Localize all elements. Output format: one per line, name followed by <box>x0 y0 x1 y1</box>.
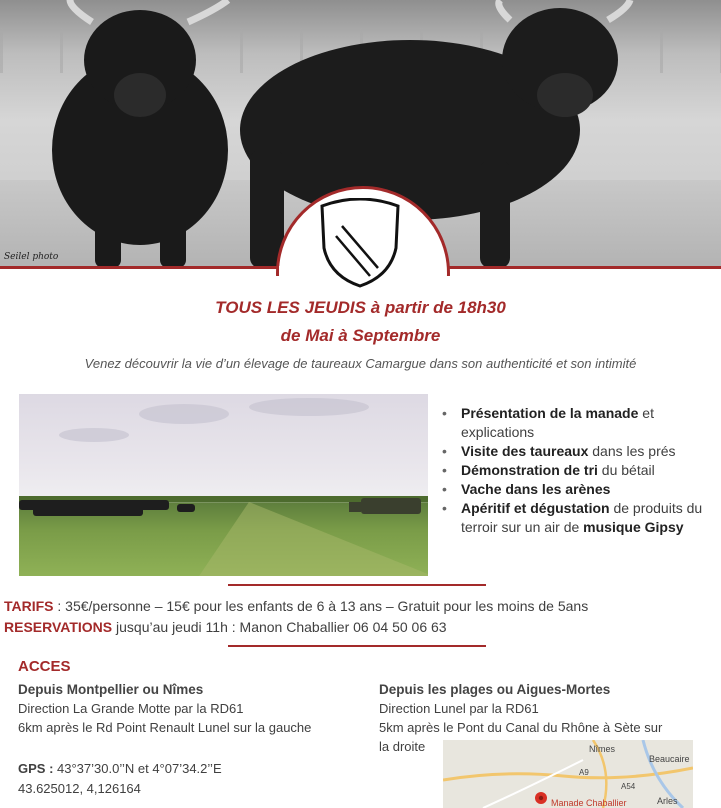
acces-montpellier <box>18 680 368 737</box>
shield-icon <box>318 198 402 288</box>
acces-left-heading: Depuis Montpellier ou Nîmes <box>18 682 204 697</box>
acces-right-heading: Depuis les plages ou Aigues-Mortes <box>379 682 611 697</box>
list-item: • Présentation de la manade et explications <box>442 404 714 442</box>
acces-right-line2: 5km après le Pont du Canal du Rhône à Sète sur <box>379 720 663 735</box>
map-label-road1: A9 <box>579 768 589 777</box>
headline-schedule: TOUS LES JEUDIS à partir de 18h30 <box>215 298 506 317</box>
divider-bottom <box>228 645 486 647</box>
activities-list <box>442 404 714 537</box>
intro-text: Venez découvrir la vie d’un élevage de taureaux Camargue dans son authenticité et son intimité <box>84 356 637 371</box>
acces-right-line3: la droite <box>379 739 426 754</box>
headline-season: de Mai à Septembre <box>280 326 441 345</box>
list-item: • Vache dans les arènes <box>442 480 714 499</box>
tarifs-line: TARIFS : 35€/personne – 15€ pour les enfants de 6 à 13 ans – Gratuit pour les moins de 5ans <box>4 598 589 614</box>
list-item: • Visite des taureaux dans les prés <box>442 442 714 461</box>
divider-top <box>228 584 486 586</box>
map-label-arles: Arles <box>657 796 678 806</box>
map-label-road2: A54 <box>621 782 636 791</box>
acces-right-line1: Direction Lunel par la RD61 <box>379 701 539 716</box>
acces-left-line1: Direction La Grande Motte par la RD61 <box>18 701 244 716</box>
reservations-line: RESERVATIONS jusqu’au jeudi 11h : Manon Chaballier 06 04 50 06 63 <box>4 619 447 635</box>
map-label-beaucaire: Beaucaire <box>649 754 690 764</box>
list-item: • Apéritif et dégustation de produits du terroir sur un air de musique Gipsy <box>442 499 714 537</box>
map-pin-label: Manade Chaballier <box>551 798 627 808</box>
photo-watermark: Seilel photo <box>4 252 59 262</box>
list-item: • Démonstration de tri du bétail <box>442 461 714 480</box>
gps-coordinates: GPS : 43°37’30.0’’N et 4°07’34.2’’E 43.625012, 4,126164 <box>18 761 222 796</box>
pasture-photo <box>19 394 428 576</box>
acces-title: ACCES <box>18 658 71 675</box>
location-map[interactable] <box>443 740 693 808</box>
acces-left-line2: 6km après le Rd Point Renault Lunel sur la gauche <box>18 720 312 735</box>
map-label-nimes: Nîmes <box>589 744 616 754</box>
